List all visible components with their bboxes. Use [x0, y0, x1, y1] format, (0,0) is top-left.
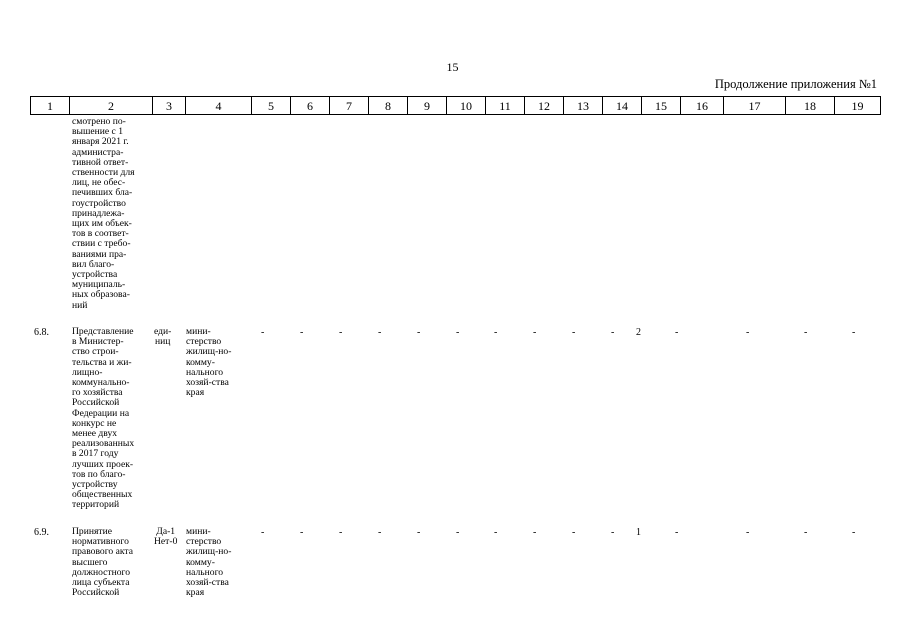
column-header-6: 6: [291, 97, 330, 115]
value-col-11: -: [494, 327, 498, 338]
value-col-6: -: [300, 527, 304, 538]
value-col-8: -: [378, 327, 382, 338]
responsible-executor: мини- стерство жилищ-но- комму- нального хозяй-ства края: [186, 526, 232, 599]
column-header-17: 17: [724, 97, 786, 115]
unit-of-measure: Да-1 Нет-0: [154, 526, 178, 548]
indicator-name: Принятие нормативного правового акта высшего должностного лица субъекта Российской: [72, 526, 133, 599]
value-col-19: -: [852, 527, 856, 538]
column-header-8: 8: [369, 97, 408, 115]
value-col-17: -: [746, 527, 750, 538]
value-col-10: -: [456, 327, 460, 338]
column-header-row: [31, 97, 881, 115]
column-header-5: 5: [252, 97, 291, 115]
value-col-16: -: [675, 527, 679, 538]
value-col-18: -: [804, 527, 808, 538]
value-col-18: -: [804, 327, 808, 338]
value-col-16: -: [675, 327, 679, 338]
value-col-13: -: [572, 527, 576, 538]
column-header-13: 13: [564, 97, 603, 115]
value-col-10: -: [456, 527, 460, 538]
value-col-19: -: [852, 327, 856, 338]
column-header-1: 1: [31, 97, 70, 115]
value-col-11: -: [494, 527, 498, 538]
column-header-7: 7: [330, 97, 369, 115]
column-header-table: [30, 96, 881, 115]
value-col-14: -: [611, 327, 615, 338]
row-number: 6.9.: [34, 527, 49, 538]
value-col-12: -: [533, 527, 537, 538]
column-header-9: 9: [408, 97, 447, 115]
column-header-14: 14: [603, 97, 642, 115]
value-col-9: -: [417, 527, 421, 538]
value-col-8: -: [378, 527, 382, 538]
column-header-11: 11: [486, 97, 525, 115]
responsible-executor: мини- стерство жилищ-но- комму- нального хозяй-ства края: [186, 326, 232, 399]
value-col-5: -: [261, 527, 265, 538]
column-header-3: 3: [153, 97, 186, 115]
column-header-15: 15: [642, 97, 681, 115]
indicator-name: Представление в Министер- ство строи- тельства и жи- лищно- коммунально- го хозяйства Российской Федерации на конкурс не менее двух реализованных в 2017 году лучших проек- тов по благо- устройству общественных территорий: [72, 326, 135, 511]
column-header-19: 19: [835, 97, 881, 115]
value-col-14: -: [611, 527, 615, 538]
column-header-12: 12: [525, 97, 564, 115]
value-col-15: 2: [636, 327, 641, 338]
column-header-16: 16: [681, 97, 724, 115]
column-header-10: 10: [447, 97, 486, 115]
value-col-15: 1: [636, 527, 641, 538]
value-col-9: -: [417, 327, 421, 338]
value-col-17: -: [746, 327, 750, 338]
value-col-12: -: [533, 327, 537, 338]
value-col-6: -: [300, 327, 304, 338]
unit-of-measure: еди- ниц: [154, 326, 172, 348]
page-number: 15: [446, 60, 459, 74]
value-col-5: -: [261, 327, 265, 338]
indicator-name: смотрено по- вышение с 1 января 2021 г. администра- тивной ответ- ственности для лиц, не обес- печивших бла- гоустройство принадлежа- щих им объек- тов в соответ- ствии с требо- ваниями пра- вил благо- устройства муниципаль- ных образова- ний: [72, 116, 135, 311]
row-number: 6.8.: [34, 327, 49, 338]
column-header-4: 4: [186, 97, 252, 115]
value-col-7: -: [339, 327, 343, 338]
column-header-18: 18: [786, 97, 835, 115]
column-header-2: 2: [70, 97, 153, 115]
value-col-7: -: [339, 527, 343, 538]
continuation-title: Продолжение приложения №1: [714, 77, 877, 91]
value-col-13: -: [572, 327, 576, 338]
